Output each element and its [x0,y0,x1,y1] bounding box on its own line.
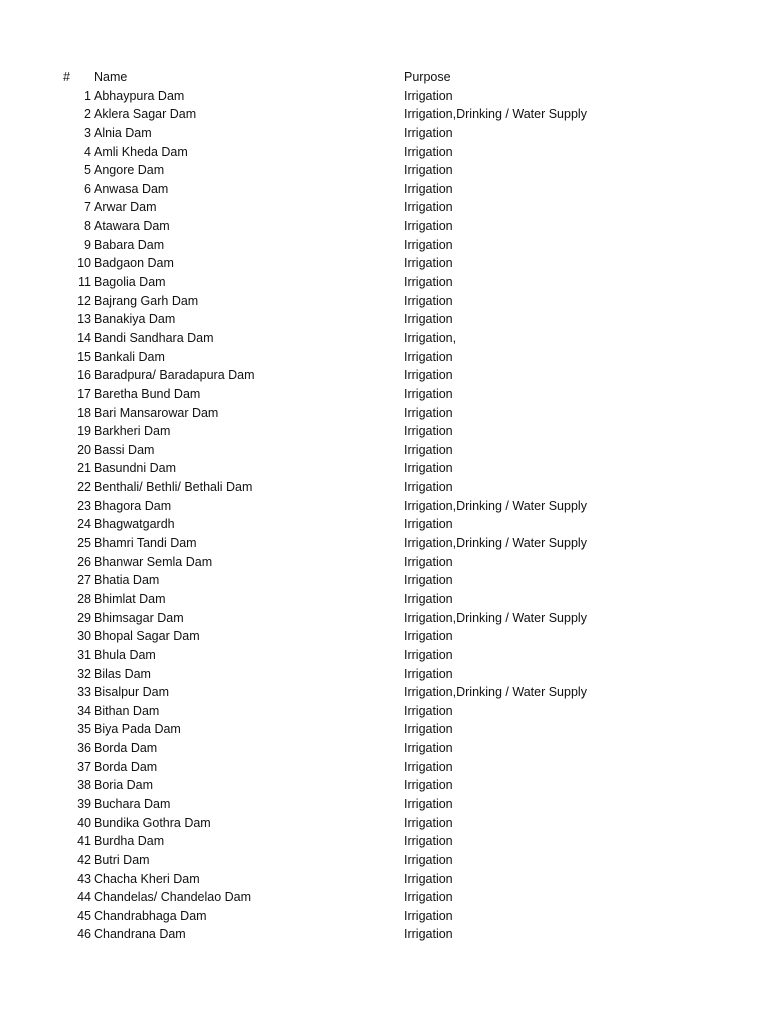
dam-name: Arwar Dam [94,200,157,215]
row-number: 8 [84,219,91,234]
row-number: 35 [77,722,91,737]
table-row [0,888,768,907]
row-number: 7 [84,200,91,215]
row-number: 15 [77,349,91,364]
header-purpose: Purpose [404,70,451,84]
dam-purpose: Irrigation [404,237,453,252]
row-number: 38 [77,778,91,793]
dam-purpose: Irrigation [404,368,453,383]
table-row [0,814,768,833]
dam-name: Bilas Dam [94,666,151,681]
dam-purpose: Irrigation [404,908,453,923]
table-row [0,627,768,646]
dam-purpose: Irrigation, [404,330,457,345]
dam-purpose: Irrigation,Drinking / Water Supply [404,498,587,513]
table-row [0,758,768,777]
dam-purpose: Irrigation [404,275,453,290]
dam-name: Barkheri Dam [94,424,171,439]
row-number: 29 [77,610,91,625]
table-row [0,702,768,721]
dam-purpose: Irrigation,Drinking / Water Supply [404,107,587,122]
dam-name: Borda Dam [94,759,158,774]
table-row [0,534,768,553]
dam-name: Bari Mansarowar Dam [94,405,219,420]
table-row [0,404,768,423]
table-row [0,553,768,572]
row-number: 4 [84,144,91,159]
row-number: 20 [77,442,91,457]
dam-purpose: Irrigation [404,200,453,215]
dam-name: Aklera Sagar Dam [94,107,197,122]
table-row [0,795,768,814]
table-body [0,87,768,944]
dam-name: Buchara Dam [94,796,171,811]
table-row [0,571,768,590]
table-row [0,292,768,311]
dam-purpose: Irrigation [404,293,453,308]
dam-purpose: Irrigation [404,573,453,588]
dam-purpose: Irrigation [404,834,453,849]
row-number: 46 [77,927,91,942]
dam-name: Chandrabhaga Dam [94,908,207,923]
dam-purpose: Irrigation [404,796,453,811]
row-number: 31 [77,647,91,662]
row-number: 34 [77,703,91,718]
row-number: 22 [77,480,91,495]
dam-purpose: Irrigation [404,629,453,644]
table-row [0,105,768,124]
dam-purpose: Irrigation [404,125,453,140]
dam-purpose: Irrigation [404,461,453,476]
dam-name: Borda Dam [94,741,158,756]
dam-purpose: Irrigation [404,181,453,196]
row-number: 33 [77,685,91,700]
dam-name: Benthali/ Bethli/ Bethali Dam [94,480,253,495]
dam-name: Bithan Dam [94,703,160,718]
dam-purpose: Irrigation [404,759,453,774]
row-number: 12 [77,293,91,308]
dam-purpose: Irrigation [404,163,453,178]
table-header [0,68,768,87]
row-number: 16 [77,368,91,383]
table-row [0,198,768,217]
dam-name: Butri Dam [94,852,150,867]
table-row [0,851,768,870]
dam-purpose: Irrigation,Drinking / Water Supply [404,536,587,551]
dam-purpose: Irrigation [404,442,453,457]
table-row [0,590,768,609]
table-row [0,739,768,758]
dam-name: Bhatia Dam [94,573,160,588]
table-row [0,310,768,329]
dam-purpose: Irrigation [404,591,453,606]
dam-purpose: Irrigation [404,852,453,867]
table-row [0,870,768,889]
dam-name: Atawara Dam [94,219,170,234]
row-number: 28 [77,591,91,606]
dam-name: Banakiya Dam [94,312,176,327]
dam-purpose: Irrigation [404,405,453,420]
table-row [0,497,768,516]
table-row [0,329,768,348]
dam-name: Bhula Dam [94,647,156,662]
row-number: 24 [77,517,91,532]
dam-name: Bagolia Dam [94,275,166,290]
table-row [0,143,768,162]
dam-name: Bajrang Garh Dam [94,293,199,308]
dam-purpose: Irrigation [404,424,453,439]
table-row [0,348,768,367]
dam-purpose: Irrigation [404,778,453,793]
row-number: 18 [77,405,91,420]
row-number: 40 [77,815,91,830]
dam-name: Bhagwatgardh [94,517,175,532]
row-number: 17 [77,386,91,401]
table-row [0,385,768,404]
row-number: 11 [78,275,91,290]
dam-name: Alnia Dam [94,125,152,140]
dam-name: Bhimsagar Dam [94,610,184,625]
dam-purpose: Irrigation [404,554,453,569]
row-number: 1 [84,88,91,103]
dam-name: Babara Dam [94,237,165,252]
row-number: 5 [84,163,91,178]
row-number: 6 [84,181,91,196]
dam-purpose: Irrigation [404,480,453,495]
row-number: 36 [77,741,91,756]
dam-name: Bhagora Dam [94,498,172,513]
table-row [0,422,768,441]
table-row [0,124,768,143]
row-number: 30 [77,629,91,644]
dam-purpose: Irrigation [404,703,453,718]
dam-name: Boria Dam [94,778,154,793]
table-row [0,217,768,236]
dam-name: Chacha Kheri Dam [94,871,200,886]
dam-name: Bankali Dam [94,349,165,364]
table-row [0,161,768,180]
dam-name: Basundni Dam [94,461,176,476]
table-row [0,236,768,255]
dam-name: Bandi Sandhara Dam [94,330,214,345]
row-number: 43 [77,871,91,886]
dam-purpose: Irrigation [404,219,453,234]
row-number: 14 [77,330,91,345]
dam-purpose: Irrigation [404,386,453,401]
table-row [0,273,768,292]
row-number: 19 [77,424,91,439]
row-number: 21 [77,461,91,476]
table-row [0,720,768,739]
table-row [0,609,768,628]
dam-name: Badgaon Dam [94,256,174,271]
dam-name: Biya Pada Dam [94,722,181,737]
row-number: 27 [77,573,91,588]
dam-name: Bassi Dam [94,442,155,457]
dam-purpose: Irrigation [404,88,453,103]
table-row [0,366,768,385]
row-number: 42 [77,852,91,867]
dam-purpose: Irrigation [404,517,453,532]
dam-purpose: Irrigation [404,722,453,737]
dam-name: Burdha Dam [94,834,165,849]
dam-name: Amli Kheda Dam [94,144,188,159]
row-number: 2 [84,107,91,122]
table-row [0,925,768,944]
dam-table [0,68,768,944]
dam-purpose: Irrigation [404,871,453,886]
dam-name: Abhaypura Dam [94,88,185,103]
row-number: 45 [77,908,91,923]
row-number: 39 [77,796,91,811]
dam-purpose: Irrigation [404,349,453,364]
header-name: Name [94,70,128,84]
row-number: 41 [77,834,91,849]
table-row [0,459,768,478]
dam-purpose: Irrigation [404,741,453,756]
table-row [0,683,768,702]
dam-name: Angore Dam [94,163,165,178]
table-row [0,832,768,851]
dam-name: Bhimlat Dam [94,591,166,606]
dam-name: Bisalpur Dam [94,685,170,700]
dam-purpose: Irrigation [404,144,453,159]
table-row [0,180,768,199]
dam-name: Bhanwar Semla Dam [94,554,213,569]
table-row [0,254,768,273]
dam-name: Chandelas/ Chandelao Dam [94,890,252,905]
dam-purpose: Irrigation [404,312,453,327]
header-num: # [63,70,70,84]
dam-name: Bundika Gothra Dam [94,815,211,830]
row-number: 3 [84,125,91,140]
dam-purpose: Irrigation [404,815,453,830]
row-number: 13 [77,312,91,327]
table-row [0,665,768,684]
dam-name: Baretha Bund Dam [94,386,201,401]
dam-purpose: Irrigation [404,666,453,681]
table-row [0,515,768,534]
dam-name: Baradpura/ Baradapura Dam [94,368,255,383]
row-number: 10 [77,256,91,271]
table-row [0,646,768,665]
table-row [0,441,768,460]
dam-purpose: Irrigation [404,890,453,905]
row-number: 44 [77,890,91,905]
dam-purpose: Irrigation,Drinking / Water Supply [404,610,587,625]
dam-name: Bhopal Sagar Dam [94,629,200,644]
dam-purpose: Irrigation,Drinking / Water Supply [404,685,587,700]
table-row [0,776,768,795]
row-number: 26 [77,554,91,569]
row-number: 25 [77,536,91,551]
dam-purpose: Irrigation [404,647,453,662]
dam-name: Chandrana Dam [94,927,186,942]
row-number: 9 [84,237,91,252]
dam-name: Anwasa Dam [94,181,169,196]
table-row [0,907,768,926]
dam-name: Bhamri Tandi Dam [94,536,197,551]
dam-purpose: Irrigation [404,927,453,942]
row-number: 23 [77,498,91,513]
table-row [0,87,768,106]
table-row [0,478,768,497]
row-number: 32 [77,666,91,681]
row-number: 37 [77,759,91,774]
dam-purpose: Irrigation [404,256,453,271]
